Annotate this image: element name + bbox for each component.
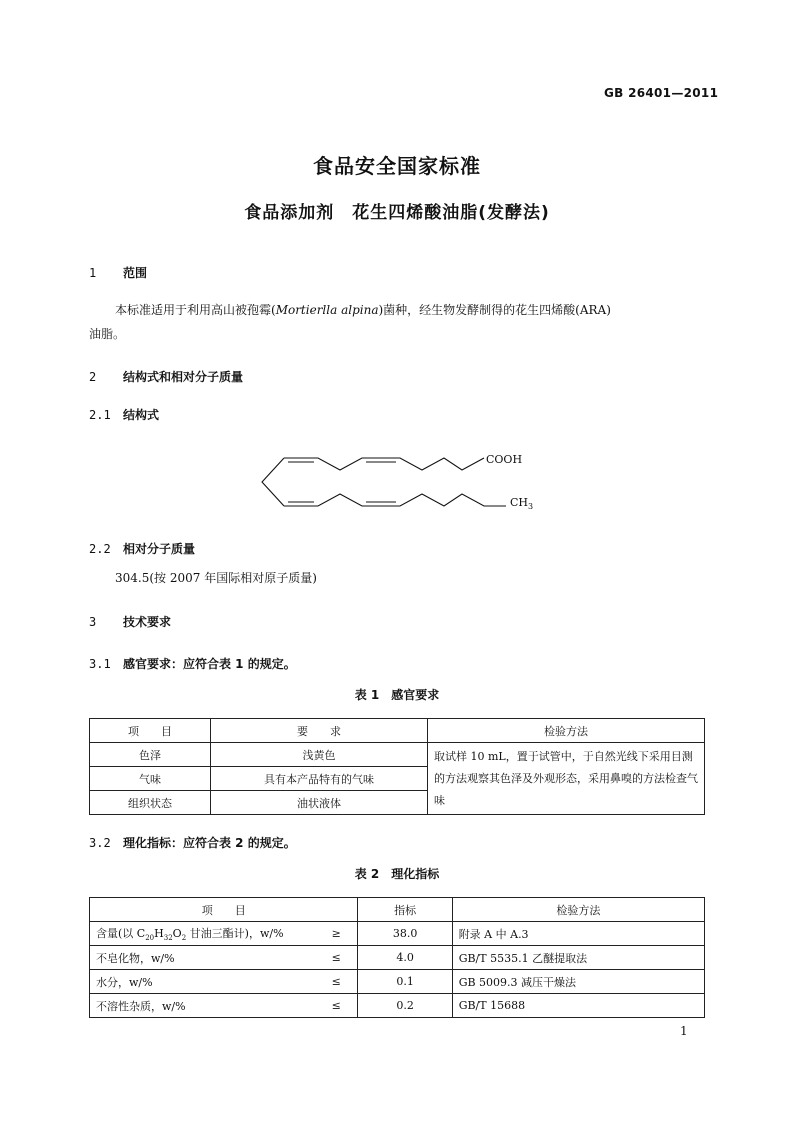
- standard-code: GB 26401—2011: [604, 86, 719, 100]
- page-number: 1: [680, 1024, 688, 1038]
- section-title: 范围: [123, 266, 148, 280]
- section-2-2-heading: [89, 540, 195, 557]
- table-row: [90, 743, 705, 767]
- method-cell: GB/T 15688: [452, 994, 704, 1018]
- cooh-label: COOH: [486, 453, 523, 466]
- sensory-requirements-table: [89, 718, 705, 815]
- section-number: 3: [89, 615, 97, 629]
- table-cell: 不溶性杂质，w/%: [90, 994, 315, 1018]
- operator-cell: ≤: [315, 994, 358, 1018]
- section-2-heading: [89, 368, 243, 385]
- section-number: 1: [89, 266, 97, 280]
- column-header: 指标: [358, 898, 452, 922]
- operator-cell: ≤: [315, 946, 358, 970]
- column-header: 项 目: [90, 719, 211, 743]
- section-number: 2: [89, 370, 97, 384]
- value-cell: 0.2: [358, 994, 452, 1018]
- ch3-label: $CH_3$: [510, 496, 534, 511]
- method-cell: GB 5009.3 减压干燥法: [452, 970, 704, 994]
- section-title: 相对分子质量: [123, 542, 196, 556]
- species-name: Mortierlla alpina: [275, 303, 379, 317]
- table-cell: 具有本产品特有的气味: [211, 767, 428, 791]
- structural-formula: [256, 446, 546, 532]
- section-title: 理化指标：应符合表 2 的规定。: [123, 836, 296, 850]
- section-number: 3.1: [89, 657, 111, 671]
- table-cell: 水分，w/%: [90, 970, 315, 994]
- value-cell: 38.0: [358, 922, 452, 946]
- section-title: 技术要求: [123, 615, 172, 629]
- section-title: 感官要求：应符合表 1 的规定。: [123, 657, 296, 671]
- operator-cell: ≤: [315, 970, 358, 994]
- table-cell: 不皂化物，w/%: [90, 946, 315, 970]
- column-header: 要 求: [211, 719, 428, 743]
- table-cell: 油状液体: [211, 791, 428, 815]
- table-row: [90, 922, 705, 946]
- section-3-2-heading: [89, 834, 296, 851]
- scope-text-part: 本标准适用于利用高山被孢霉(: [115, 303, 276, 317]
- table-header-row: [90, 898, 705, 922]
- section-1-heading: [89, 264, 147, 281]
- method-cell: GB/T 5535.1 乙醚提取法: [452, 946, 704, 970]
- physicochemical-table: [89, 897, 705, 1018]
- table-cell: 浅黄色: [211, 743, 428, 767]
- column-header: 检验方法: [428, 719, 705, 743]
- section-2-1-heading: [89, 406, 159, 423]
- scope-text-line2: 油脂。: [89, 327, 126, 341]
- operator-cell: ≥: [315, 922, 358, 946]
- table-cell: 气味: [90, 767, 211, 791]
- column-header: 项 目: [90, 898, 358, 922]
- page-subtitle: 食品添加剂 花生四烯酸油脂(发酵法): [244, 203, 550, 223]
- section-3-1-heading: [89, 655, 296, 672]
- page-title: 食品安全国家标准: [313, 154, 481, 178]
- table-1-caption: 表 1 感官要求: [354, 688, 440, 702]
- value-cell: 0.1: [358, 970, 452, 994]
- scope-paragraph: [89, 298, 705, 346]
- column-header: 检验方法: [452, 898, 704, 922]
- table-cell: 含量(以 $C_{20}H_{32}O_2$ 甘油三酯计)，w/%: [90, 922, 315, 946]
- table-cell: 色泽: [90, 743, 211, 767]
- table-2-caption: 表 2 理化指标: [354, 867, 440, 881]
- table-header-row: [90, 719, 705, 743]
- scope-text-part: )菌种，经生物发酵制得的花生四烯酸(ARA): [378, 303, 611, 317]
- carbon-chain: [262, 458, 506, 506]
- table-row: [90, 970, 705, 994]
- section-number: 2.2: [89, 542, 111, 556]
- molecular-mass-text: 304.5(按 2007 年国际相对原子质量): [115, 571, 317, 585]
- section-3-heading: [89, 613, 171, 630]
- section-number: 2.1: [89, 408, 111, 422]
- test-method-cell: 取试样 10 mL，置于试管中，于自然光线下采用目测的方法观察其色泽及外观形态，采用鼻嗅的方法检查气味: [428, 743, 705, 815]
- method-cell: 附录 A 中 A.3: [452, 922, 704, 946]
- section-number: 3.2: [89, 836, 111, 850]
- section-title: 结构式: [123, 408, 160, 422]
- value-cell: 4.0: [358, 946, 452, 970]
- table-row: [90, 946, 705, 970]
- section-title: 结构式和相对分子质量: [123, 370, 244, 384]
- table-cell: 组织状态: [90, 791, 211, 815]
- table-row: [90, 994, 705, 1018]
